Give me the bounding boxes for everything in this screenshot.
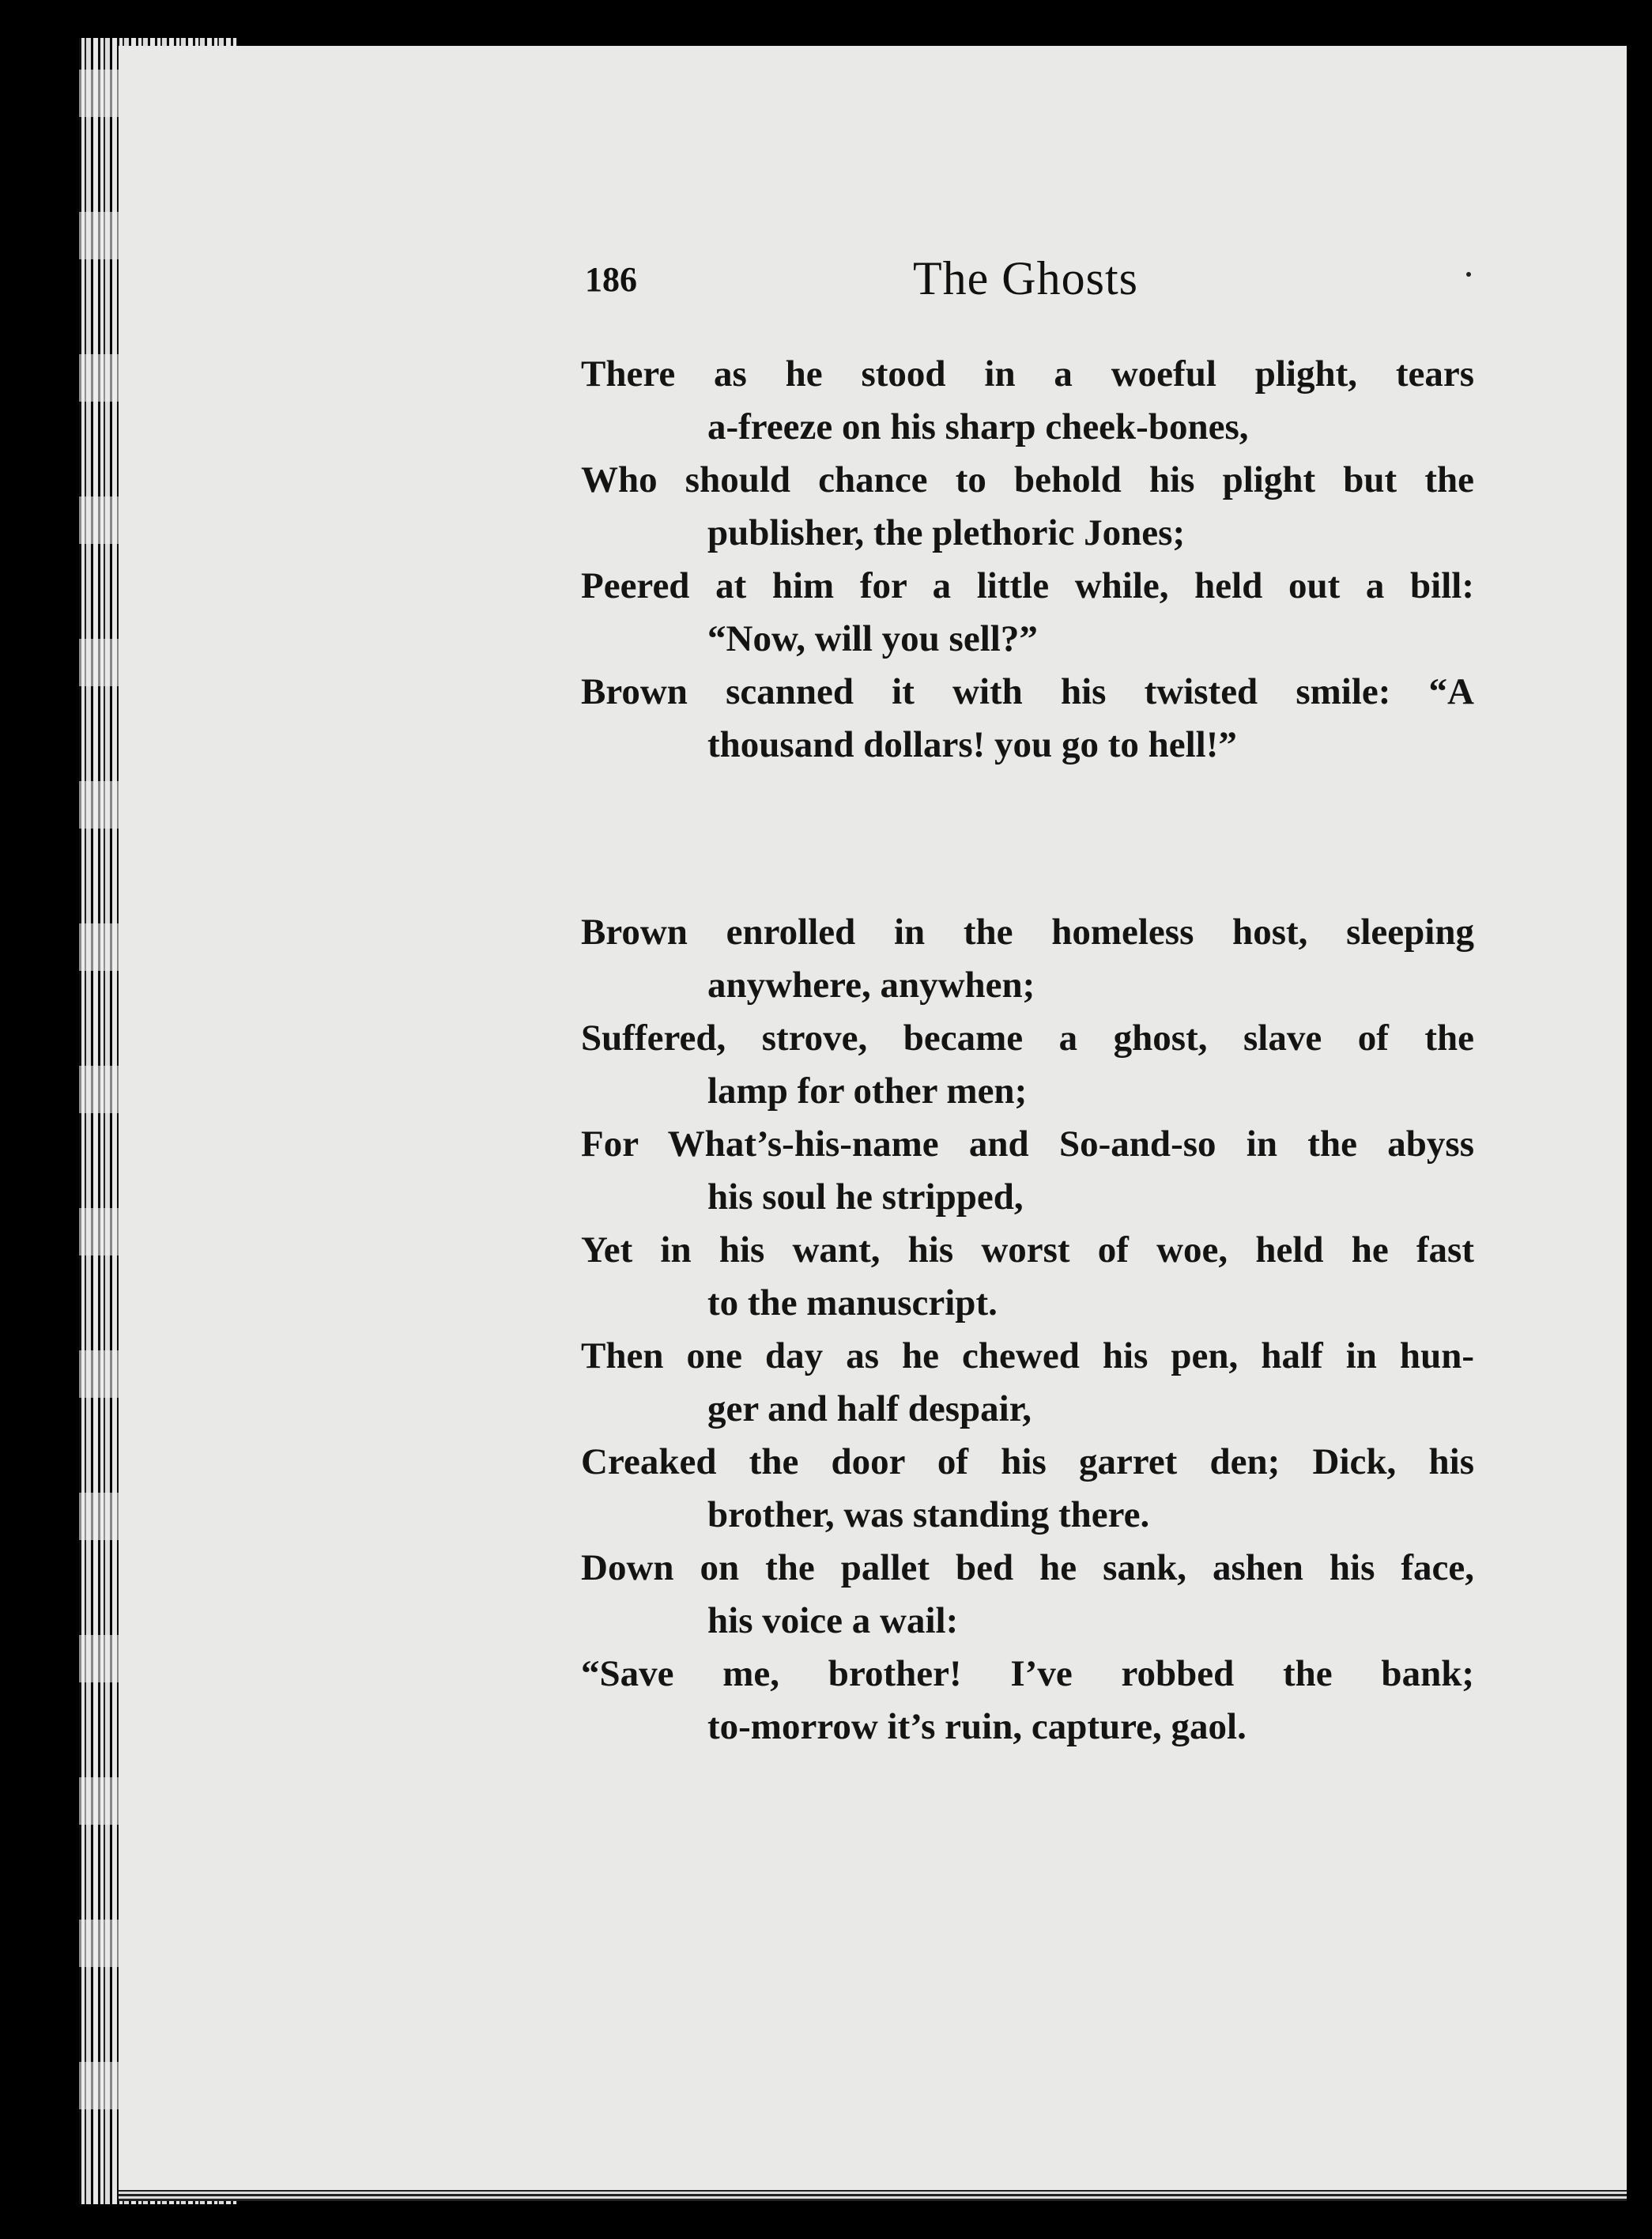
verse-line: Who should chance to behold his plight but the xyxy=(581,459,1474,500)
running-title: The Ghosts xyxy=(913,252,1138,304)
verse-line-continuation: anywhere, anywhen; xyxy=(707,965,1035,1006)
verse-line: There as he stood in a woeful plight, tears xyxy=(581,353,1474,395)
verse-line-continuation: brother, was standing there. xyxy=(707,1494,1150,1535)
verse-line: “Save me, brother! I’ve robbed the bank; xyxy=(581,1653,1474,1694)
book-bottom-edge xyxy=(119,2190,1627,2201)
verse-line-continuation: “Now, will you sell?” xyxy=(707,618,1038,659)
verse-line: For What’s-his-name and So-and-so in the abyss xyxy=(581,1123,1474,1165)
verse-line-continuation: his voice a wail: xyxy=(707,1600,959,1641)
verse-line-continuation: ger and half despair, xyxy=(707,1388,1032,1429)
stanza xyxy=(581,906,1474,1754)
verse-line: Creaked the door of his garret den; Dick, his xyxy=(581,1441,1474,1482)
verse-line-continuation: thousand dollars! you go to hell!” xyxy=(707,724,1237,765)
verse-line: Down on the pallet bed he sank, ashen his face, xyxy=(581,1547,1474,1588)
stanza xyxy=(581,348,1474,772)
print-speck xyxy=(1466,272,1471,277)
verse-line-continuation: lamp for other men; xyxy=(707,1070,1028,1112)
verse-line-continuation: to the manuscript. xyxy=(707,1282,998,1323)
page-number: 186 xyxy=(585,260,637,299)
verse-line: Yet in his want, his worst of woe, held he fast xyxy=(581,1229,1474,1271)
verse-line-continuation: to-morrow it’s ruin, capture, gaol. xyxy=(707,1706,1247,1747)
verse-line-continuation: his soul he stripped, xyxy=(707,1176,1024,1218)
verse-line: Then one day as he chewed his pen, half in hun- xyxy=(581,1335,1474,1376)
verse-line-continuation: a-freeze on his sharp cheek-bones, xyxy=(707,406,1249,447)
page-header xyxy=(585,251,1478,315)
verse-line: Brown enrolled in the homeless host, sleeping xyxy=(581,912,1474,953)
verse-line-continuation: publisher, the plethoric Jones; xyxy=(707,512,1186,553)
verse-line: Suffered, strove, became a ghost, slave of the xyxy=(581,1018,1474,1059)
verse-line: Brown scanned it with his twisted smile: “A xyxy=(581,671,1474,712)
verse-line: Peered at him for a little while, held out a bill: xyxy=(581,565,1474,606)
